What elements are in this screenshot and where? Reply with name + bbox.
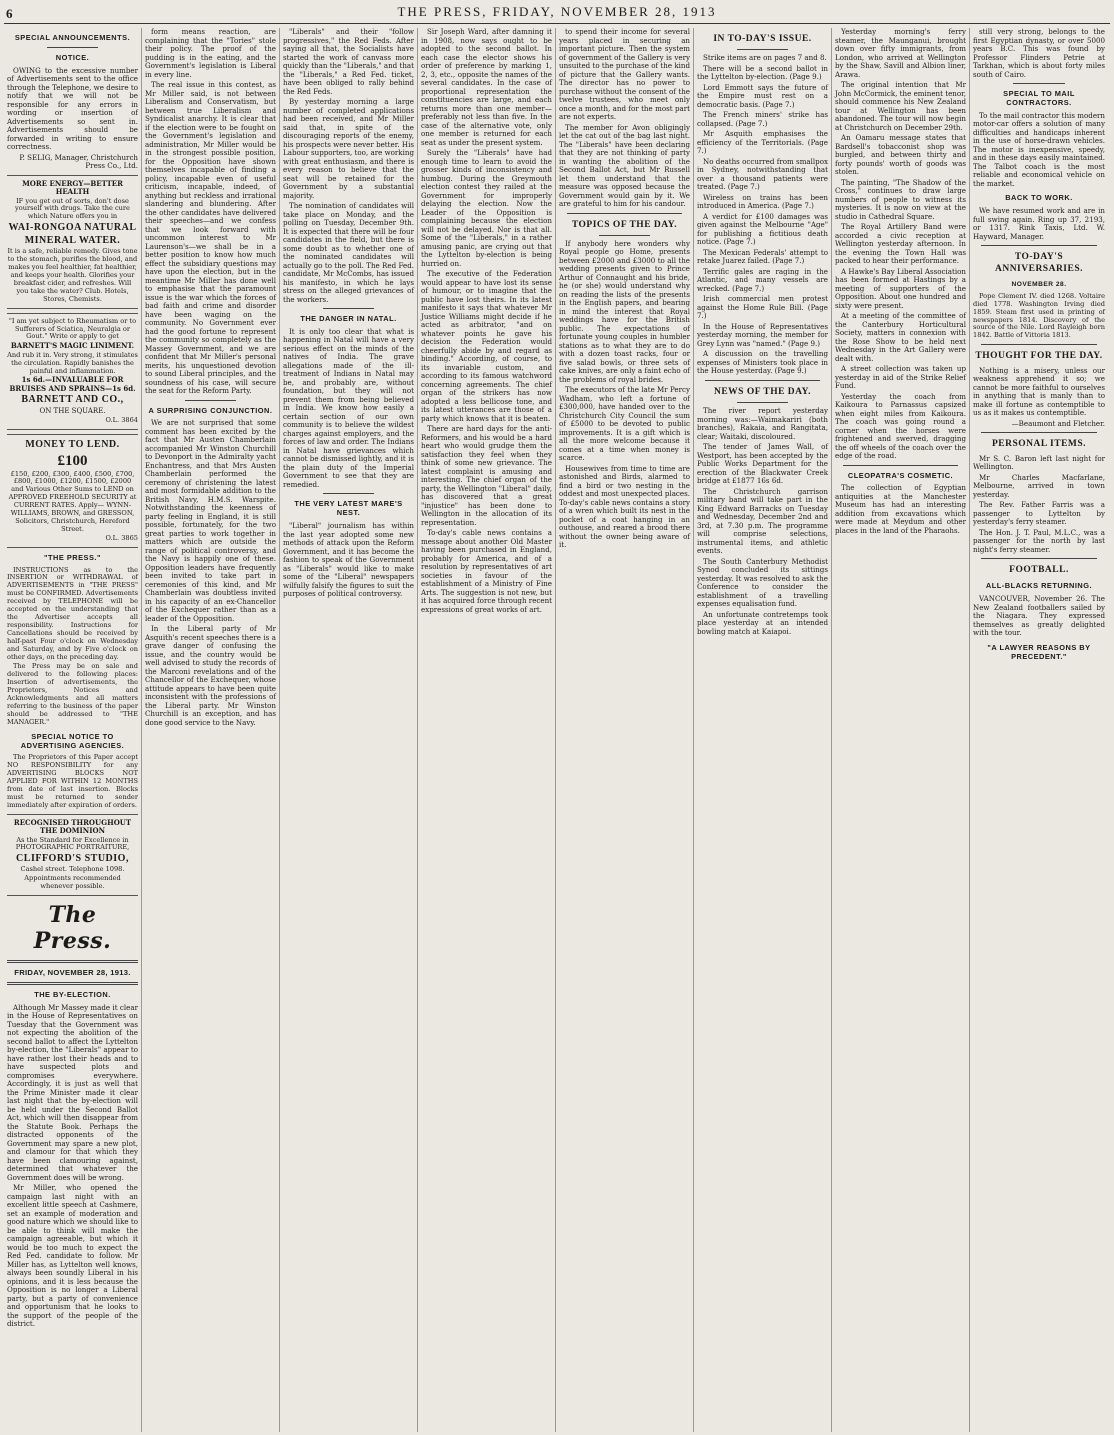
contents-item: Terrific gales are raging in the Atlantic, and many vessels are wrecked. (Page 7.) — [697, 266, 828, 293]
col3-paragraph-3: The nomination of candidates will take place on Monday, and the polling on Tuesday, December 9th. It is expected that there will be four candidates in the field, but there is some doubt as to whether one of the nominated candidates will actually go to the poll. The Red Fed. candidate, Mr McCombs, has issued his manifesto, in which he lays stress on the alleged grievances of the workers. — [283, 201, 414, 304]
money-advert — [7, 434, 138, 548]
news-item: The Royal Artillery Band were accorded a civic reception at Wellington yesterday afternoon. In the evening the Town Hall was packed to hear their performance. — [835, 222, 966, 265]
barnett-name: BARNETT AND CO., — [21, 394, 124, 406]
personal-item: The Rev. Father Farris was a passenger to Lyttelton by yesterday's ferry steamer. — [973, 500, 1105, 527]
divider — [599, 235, 650, 236]
personal-item: Mr S. C. Baron left last night for Wellington. — [973, 453, 1105, 472]
notice-body: OWING to the excessive number of Advertisements sent to the office through the Telephone, we desire to notify that we will not be responsible for any errors in wording or insertion of Advertisements so sent in. Advertisements should be forwarded in writing to ensure correctness. — [7, 65, 138, 152]
running-title: THE PRESS, FRIDAY, NOVEMBER 28, 1913 — [397, 4, 717, 19]
magic-liniment-advert — [7, 313, 138, 430]
page-number: 6 — [6, 6, 13, 21]
col2-paragraph-4: In the Liberal party of Mr Asquith's recent speeches there is a grave danger of confusing the issue, and the country would be well advised to study the records of the Marconi revelations and of the Chancellor of the Exchequer, whose attitude appears to have been quite inconsistent with the professions of the Liberal party. Mr Winston Churchill is an exception, and has done good service to the Navy. — [145, 624, 276, 727]
contents-heading: IN TO-DAY'S ISSUE. — [713, 34, 812, 44]
col3-paragraph-1: "Liberals" and their "follow progressives," the Red Feds. After saying all that, the Socialists have started the work of canvass more quickly than the "Liberals," and that the "Liberals," a Red Fed. ticket, have been obliged to rally behind the Red Feds. — [283, 28, 414, 96]
news-item: The river report yesterday morning was:—Waimakariri (both branches), Rakaia, and Rangitata, clear; Waitaki, discoloured. — [697, 406, 828, 441]
wairongoa-advert — [7, 175, 138, 309]
magic-price: 1s 6d.—INVALUABLE FOR BRUISES AND SPRAINS—1s 6d. — [9, 375, 136, 393]
special-notice-heading: SPECIAL NOTICE TO ADVERTISING AGENCIES. — [20, 731, 125, 750]
dateline-rule — [7, 982, 138, 985]
divider — [185, 400, 236, 401]
anniversaries-heading: TO-DAY'S ANNIVERSARIES. — [994, 252, 1084, 274]
health-lead: IF you get out of sorts, don't dose yourself with drugs. Take the cure which Nature offers you in — [15, 196, 130, 221]
col5-paragraph-1: to spend their income for several years placed in securing an important picture. Then the system of government of the Gallery is very unsuited to the purchase of the kind of picture that the Gallery wants. The director has no power to purchase without the consent of the twelve trustees, who meet only once a month, and for the most part are not experts. — [559, 28, 690, 121]
divider — [323, 493, 374, 494]
notice-heading: NOTICE. — [55, 52, 90, 62]
anniversaries-date: NOVEMBER 28. — [1011, 280, 1067, 288]
contents-item: Wireless on trains has been introduced in America. (Page 7.) — [697, 192, 828, 211]
news-item: The tender of James Wall, of Westport, has been accepted by the Public Works Department for the erection of the Blackwater Creek bridge at £1877 16s 6d. — [697, 442, 828, 486]
money-code: O.L. 3865 — [105, 533, 138, 542]
press-notice-body: INSTRUCTIONS as to the INSERTION or WITHDRAWAL of ADVERTISEMENTS in "THE PRESS" must be CONFIRMED. Advertisements received by TELEPHONE will be accepted on the understanding that the Advertiser accepts all responsibility. Instructions for Cancellations should be received by half-past Four o'clock on Wednesday and Saturday, and by Five o'clock on other days, on the preceding day. — [7, 565, 138, 661]
news-item: Yesterday the coach from Kaikoura to Parnassus capsized when eight miles from Kaikoura. The coach was going round a corner when the horses were frightened and swerved, dragging the off wheels of the coach over the edge of the road. — [835, 391, 966, 460]
column-6 — [694, 28, 832, 1432]
clifford-address: Cashel street. Telephone 1098. — [20, 865, 125, 874]
col2-paragraph-2: The real issue in this contest, as Mr Miller said, is not between Liberalism and Conservatism, but between true Liberalism and Syndicalist anarchy. It is clear that if the election were to be fought on the Government's legislation and administration, Mr Miller would be in the strongest possible position, for the Opposition have shown themselves incapable of finding a policy, incapable even of useful criticism, incapable, indeed, of anything but reckless and irrational slandering and blundering. After the other candidates have delivered their speeches—and we confess that we look forward with uncommon interest to Mr Laurenson's—we shall be in a better position to know how much effect the subsidiary questions may have upon the election, but in the meantime Mr Miller has done well to emphasise that the paramount issue is the war which the forces of bad faith and crime and disorder have been waging on the community. No Government ever had the good fortune to represent the community so completely as the Massey Government, and we are confident that Mr Miller's personal merits, his unquestioned devotion to sound Liberal principles, and the soundness of his case, will secure the seat for the Reform Party. — [145, 80, 276, 395]
clifford-note: Appointments recommended whenever possible. — [24, 874, 121, 891]
back-to-work-body: We have resumed work and are in full swing again. Ring up 37, 2193, or 1317. Rink Taxis, Ltd. W. Hayward, Manager. — [973, 206, 1105, 241]
news-item: A Hawke's Bay Liberal Association has been formed at Hastings by a meeting of supporters of the Opposition. About one hundred and sixty were present. — [835, 266, 966, 310]
byelection-paragraph-1: Although Mr Massey made it clear in the House of Representatives on Tuesday that the Government was not expecting the abolition of the second ballot to affect the Lyttelton by-election, the "Liberals" appear to have rather lost their heads and to have suspected plots and compromises everywhere. Accordingly, it is just as well that the Prime Minister made it clear last night that the by-election will be held under the Second Ballot Act, which will then disappear from the Statute Book. Perhaps the distracted opponents of the Government may spare a new plot, and clamour for that which they have been clamouring against, determined that whatever the Government does will be wrong. — [7, 1002, 138, 1182]
col5-paragraph-4: The executors of the late Mr Percy Wadham, who left a fortune of £300,000, have handed over to the Christchurch City Council the sum of £5000 to be devoted to public improvements. It is a gift which is all the more welcome because it comes at a time when money is scarce. — [559, 385, 690, 463]
divider — [705, 380, 820, 381]
col4-paragraph-1: Sir Joseph Ward, after damning it in 1908, now says ought to be adopted to the second ballot. In each case the elector shows his order of preference by marking 1, 2, 3, etc., opposite the names of the several candidates. In the case of proportional representation the constituencies are large, and each returns more than one member—preferably not less than five. In the case of the alternative vote, only one member is returned for each seat as under the present system. — [421, 28, 552, 147]
divider — [981, 344, 1097, 345]
mail-contractors-body: To the mail contractor this modern motor-car offers a solution of many difficulties and handicaps inherent in the use of horse-drawn vehicles. The motor is inexpensive, speedy, and in these days easily maintained. The Talbot coach is the most reliable and economical vehicle on the market. — [973, 110, 1105, 188]
special-announcements-heading: SPECIAL ANNOUNCEMENTS. — [14, 33, 131, 42]
press-notice-heading: "THE PRESS." — [44, 552, 101, 562]
byelection-heading: THE BY-ELECTION. — [34, 989, 111, 999]
column-5 — [556, 28, 694, 1432]
health-heading: MORE ENERGY—BETTER HEALTH — [22, 178, 123, 197]
col4-paragraph-3: The executive of the Federation would appear to have lost its sense of humour, or to imagine that the public have lost theirs. In its latest manifesto it says that whatever Mr Justice Williams might decide if he acted as arbitrator, "and on whatever points he gave his decision the Federation would cheerfully abide by and regard as binding." According, of course, to its invariable custom, and according to its famous watchword concerning agreements. The chief organ of the strikers has now adopted a less bellicose tone, and its latest utterances are those of a party which knows that it is beaten. — [421, 269, 552, 423]
recognised-body: As the Standard for Excellence in PHOTOGRAPHIC PORTRAITURE, — [15, 835, 130, 852]
contents-item: A verdict for £100 damages was given against the Melbourne "Age" for publishing a fictitious death notice. (Page 7.) — [697, 211, 828, 247]
col4-paragraph-5: To-day's cable news contains a message about another Old Master having been purchased in England, probably for America, and of a resolution by representatives of art societies in favour of the establishment of a Ministry of Fine Arts. The suggestion is not new, but it has acquired force through recent expressions of great works of art. — [421, 528, 552, 614]
divider — [1013, 83, 1065, 84]
contents-item: Irish commercial men protest against the Home Rule Bill. (Page 7.) — [697, 294, 828, 321]
divider — [981, 432, 1097, 433]
thought-body: Nothing is a misery, unless our weakness apprehend it so; we cannot be more faithful to ourselves in anything that is manly than to make ill fortune as contemptible to us as it makes us contemptible. — [973, 365, 1105, 418]
news-item: The painting, "The Shadow of the Cross," continues to draw large numbers of people to witness its mysteries. It is now on view at the studio in Cathedral Square. — [835, 177, 966, 221]
masthead-rule — [4, 23, 1110, 24]
news-item: An unfortunate contretemps took place yesterday at an intended bowling match at Kaiapoi. — [697, 609, 828, 636]
notice-signature: P. SELIG, Manager, Christchurch Press Co., Ltd. — [19, 152, 138, 171]
byelection-paragraph-2: Mr Miller, who opened the campaign last night with an excellent little speech at Cashmere, set an example of moderation and good nature which we should like to be able to think will make the campaign agreeable, but which it would be too much to expect the Red Fed. candidate to follow. Mr Miller has, as Lyttelton well knows, always been soundly Liberal in his opinions, and it is less because the Opposition is no longer a Liberal party, but a party of convenience and opportunism that he looks to the support of the people of the district. — [7, 1183, 138, 1329]
col5-paragraph-3: If anybody here wonders why Royal people go Home, presents between £2000 and £3000 to all the wedding presents given to Prince Arthur of Connaught and his bride, he (or she) would understand why on reading the lists of the presents in the English papers, and bearing in mind the interest that Royal weddings have for the British public. The expectations of fortunate young couples in humbler stations as to what they are to do with a dozen toast racks, four or five salad bowls, or three sets of cake knives, are only a faint echo of the problems of royal brides. — [559, 238, 690, 384]
football-body: VANCOUVER, November 26. The New Zealand footballers sailed by the Niagara. They expressed themselves as greatly delighted with the tour. — [973, 594, 1105, 638]
money-body: £150, £200, £300, £400, £500, £700, £800, £1000, £1200, £1500, £2000 and Various Other Sums to LEND on APPROVED FREEHOLD SECURITY at CURRENT RATES. Apply— WYNN-WILLIAMS, BROWN, and GRESSON, Solicitors, Christchurch, Hereford Street. — [8, 469, 137, 533]
anniversaries-list: Pope Clement IV. died 1268. Voltaire died 1778. Washington Irving died 1859. Steam first used in printing of newspapers 1814. Discovery of the source of the Nile. Lord Rayleigh born 1842. Battle of Vittoria 1813. — [973, 291, 1105, 340]
thought-heading: THOUGHT FOR THE DAY. — [975, 351, 1103, 362]
column-grid — [4, 28, 1110, 1432]
magic-lead: "I am yet subject to Rheumatism or to Sufferers of Sciatica, Neuralgia or Gout." Write or apply to get — [8, 316, 137, 341]
divider — [47, 47, 98, 48]
wairongoa-body: It is a safe, reliable remedy. Gives tone to the stomach, purifies the blood, and makes you feel healthier, fat healthier, and keeps your health. Glorifies your breakfast cider, and refreshes. Will you take the water? Club. Hotels, Stores, Chemists. — [7, 247, 138, 303]
col2-paragraph-3: We are not surprised that some comment has been excited by the fact that Mr Austen Chamberlain accompanied Mr Winston Churchill to Devonport in the Admiralty yacht Enchantress, and that Mrs Austen Chamberlain performed the ceremony of christening the latest and most formidable addition to the British Navy, H.M.S. Warspite. Notwithstanding the keenness of party feeling in England, it is still possible, fortunately, for the two great parties to work together in matters which are outside the range of political controversy, and the Navy is happily one of these. Opposition leaders have frequently been invited to take part in ceremonies of this kind, and Mr Chamberlain was doubtless invited in his capacity of an ex-Chancellor of the Exchequer rather than as a leader of the Opposition. — [145, 418, 276, 623]
barnett-address: ON THE SQUARE. — [39, 407, 106, 416]
personal-items-heading: PERSONAL ITEMS. — [991, 439, 1087, 450]
divider — [981, 245, 1097, 246]
masthead — [0, 0, 1114, 22]
magic-name: BARNETT'S MAGIC LINIMENT. — [10, 341, 135, 351]
divider — [981, 558, 1097, 559]
back-to-work-heading: BACK TO WORK. — [1005, 193, 1073, 203]
col5-paragraph-5: Housewives from time to time are astonished and Birds, alarmed to find a bird or two nesting in the oddest and most unexpected places. To-day's cable news contains a story of a wren which built its nest in the pocket of a coat hanging in an outhouse, and reared a brood there without the owner being aware of it. — [559, 463, 690, 550]
contents-item: The Mexican Federals' attempt to retake Juarez failed. (Page 7.) — [697, 247, 828, 266]
contents-item: In the House of Representatives yesterday morning, the member for Grey Lynn was "named." (Page 9.) — [697, 321, 828, 348]
football-heading: FOOTBALL. — [1009, 565, 1069, 576]
football-subheading: ALL-BLACKS RETURNING. — [985, 581, 1093, 591]
contents-item: A discussion on the travelling expenses of Ministers took place in the House yesterday. (Page 9.) — [697, 349, 828, 376]
news-item: The South Canterbury Methodist Synod concluded its sittings yesterday. It was resolved to ask the Conference to consider the establishment of a travelling expenses equalisation fund. — [697, 556, 828, 609]
topics-heading: TOPICS OF THE DAY. — [571, 219, 678, 230]
clifford-name: CLIFFORD'S STUDIO, — [16, 853, 129, 865]
col4-paragraph-2: Surely the "Liberals" have had enough time to learn to avoid the grosser kinds of inconsistency and humbug. During the Greymouth election contest they railed at the Government for improperly delaying the election. Now the Leader of the Opposition is complaining because the election will not be delayed. Nor is that all. Some of the "Liberals," in a rather amusing panic, are crying out that the Lyttelton by-election is being hurried on. — [421, 148, 552, 268]
column-7 — [832, 28, 970, 1432]
cleopatra-continued: still very strong, belongs to the first Egyptian dynasty, or over 5000 years B.C. This was found by Professor Flinders Petrie at Tarkhan, which is about forty miles south of Cairo. — [973, 28, 1105, 79]
cleopatra-heading: CLEOPATRA'S COSMETIC. — [847, 470, 954, 480]
news-heading: NEWS OF THE DAY. — [713, 386, 812, 397]
money-amount: £100 — [57, 452, 88, 469]
column-1 — [4, 28, 142, 1432]
wairongoa-subtitle: MINERAL WATER. — [24, 235, 121, 247]
mail-contractors-heading: SPECIAL TO MAIL CONTRACTORS. — [1003, 89, 1075, 107]
contents-item: The French miners' strike has collapsed. (Page 7.) — [697, 110, 828, 128]
barnett-code: O.L. 3864 — [105, 415, 138, 424]
contents-item: Strike items are on pages 7 and 8. — [703, 53, 827, 63]
col2-paragraph-1: form means reaction, are complaining that the "Tories" stole their policy. The proof of the pudding is in the eating, and the Government's legislation is Liberal in every line. — [145, 28, 276, 79]
special-notice-body: The Proprietors of this Paper accept NO RESPONSIBILITY for any ADVERTISING BLOCKS NOT APPLIED FOR WITHIN 12 MONTHS from date of last insertion. Blocks must be returned to sender immediately after expiration of orders. — [7, 753, 138, 809]
divider — [737, 402, 788, 403]
personal-item: The Hon. J. T. Paul, M.L.C., was a passenger for the north by last night's ferry steamer. — [973, 527, 1105, 554]
col3-paragraph-4: It is only too clear that what is happening in Natal will have a very serious effect on the minds of the natives of India. The grave allegations made of the ill-treatment of Indians in Natal may be, and probably are, without foundation, but they will not prevent them from being believed in India. We know how easily a certain section of our own community is to believe the wildest charges against employers, and the forces of law and order. The Indians in Natal have grievances which cannot be dismissed lightly, and it is the plain duty of the Imperial Government to see that they are remedied. — [283, 326, 414, 489]
mares-nest-heading: THE VERY LATEST MARE'S NEST. — [294, 499, 403, 518]
divider — [737, 49, 788, 50]
divider — [843, 465, 958, 466]
natal-heading: THE DANGER IN NATAL. — [300, 314, 397, 323]
paper-nameplate: The Press. — [33, 902, 112, 955]
news-item: The original intention that Mr John McCormick, the eminent tenor, should commence his New Zealand tour at Wellington has been abandoned. The tour will now begin at Christchurch on December 29th. — [835, 80, 966, 132]
contents-item: Mr Asquith emphasises the efficiency of the Territorials. (Page 7.) — [697, 129, 828, 156]
conjunction-heading: A SURPRISING CONJUNCTION. — [148, 405, 273, 415]
press-notice-body-2: The Press may be on sale and delivered to the following places: Insertion of advertisements, the Proprietors, Notices and Acknowledgments and all matters referring to the business of the paper should be addressed to "THE MANAGER." — [7, 662, 138, 726]
thought-signature: —Beaumont and Fletcher. — [1011, 418, 1105, 428]
col3-paragraph-2: By yesterday morning a large number of completed applications had been received, and Mr Miller said that, in spite of the discouraging reports of the enemy, his prospects were never better. His Labour supporters, too, are working with great enthusiasm, and there is every reason to believe that the seat will be retained for the Government by a substantial majority. — [283, 97, 414, 200]
contents-item: There will be a second ballot in the Lyttelton by-election. (Page 9.) — [697, 63, 828, 82]
nameplate-rule — [7, 960, 138, 963]
column-3 — [280, 28, 418, 1432]
cleopatra-body: The collection of Egyptian antiquities at the Manchester Museum has had an interesting addition from excavations which were made at Meydum and other places in the land of the Pharaohs. — [835, 483, 966, 535]
lawyer-heading: "A LAWYER REASONS BY PRECEDENT." — [987, 642, 1091, 661]
column-4 — [418, 28, 556, 1432]
divider — [567, 213, 682, 214]
news-item: At a meeting of the committee of the Canterbury Horticultural Society, matters in connexion with the Rose Show to be held next Wednesday in the Art Gallery were dealt with. — [835, 311, 966, 363]
column-8 — [970, 28, 1108, 1432]
col4-paragraph-4: There are hard days for the anti-Reformers, and his would be a hard heart who would grudge them the satisfaction they feel when they think of some new grievance. The latest complaint is amusing and interesting. The chief organ of the party, the Wellington "Liberal" daily, has discovered that a great "injustice" has been done to Wellington in the allocation of its representation. — [421, 424, 552, 527]
col5-paragraph-2: The member for Avon obligingly let the cat out of the bag last night. The "Liberals" have been declaring that they are not thinking of party in wanting the abolition of the Second Ballot Act, but Mr Russell let them understand that the measure was opposed because the Government would gain by it. We are grateful to him for his candour. — [559, 122, 690, 208]
wairongoa-title: WAI-RONGOA NATURAL — [8, 222, 137, 234]
news-item: A street collection was taken up yesterday in aid of the Strike Relief Fund. — [835, 364, 966, 390]
news-item: The Christchurch garrison military band will take part in the King Edward Barracks on Tuesday and Wednesday, December 2nd and 3rd, at 7.30 p.m. The programme will comprise selections, instrumental items, and athletic events. — [697, 486, 828, 556]
magic-body: And rub it in. Very strong, it stimulates the circulation. Rapidly banishes the painful and inflammation. — [7, 350, 138, 375]
paper-dateline: FRIDAY, NOVEMBER 28, 1913. — [14, 967, 131, 977]
col3-paragraph-5: "Liberal" journalism has within the last year adopted some new methods of attack upon the Reform Government, and it has become the fashion to speak of the Government as "Liberals" would like to make some of the "Liberal" newspapers wilfully falsify the figures to suit the purposes of political controversy. — [283, 521, 414, 599]
personal-item: Mr Charles Macfarlane, Melbourne, arrived in town yesterday. — [973, 472, 1105, 499]
news-item: Yesterday morning's ferry steamer, the Maunganui, brought down over fifty immigrants, from London, who arrived at Wellington by the Shaw, Savill and Albion liner, Arawa. — [835, 28, 966, 79]
recognised-heading: RECOGNISED THROUGHOUT THE DOMINION — [13, 817, 132, 836]
clifford-advert — [7, 814, 138, 896]
contents-item: Lord Emmott says the future of the Empire must rest on a democratic basis. (Page 7.) — [697, 82, 828, 109]
news-item: An Oamaru message states that Bardsell's tobacconist shop was burgled, and between thirty and forty pounds' worth of goods was stolen. — [835, 133, 966, 176]
column-2 — [142, 28, 280, 1432]
money-heading: MONEY TO LEND. — [25, 438, 120, 450]
divider — [323, 308, 374, 309]
contents-item: No deaths occurred from smallpox in Sydney, notwithstanding that over a thousand patients were treated. (Page 7.) — [697, 156, 828, 192]
